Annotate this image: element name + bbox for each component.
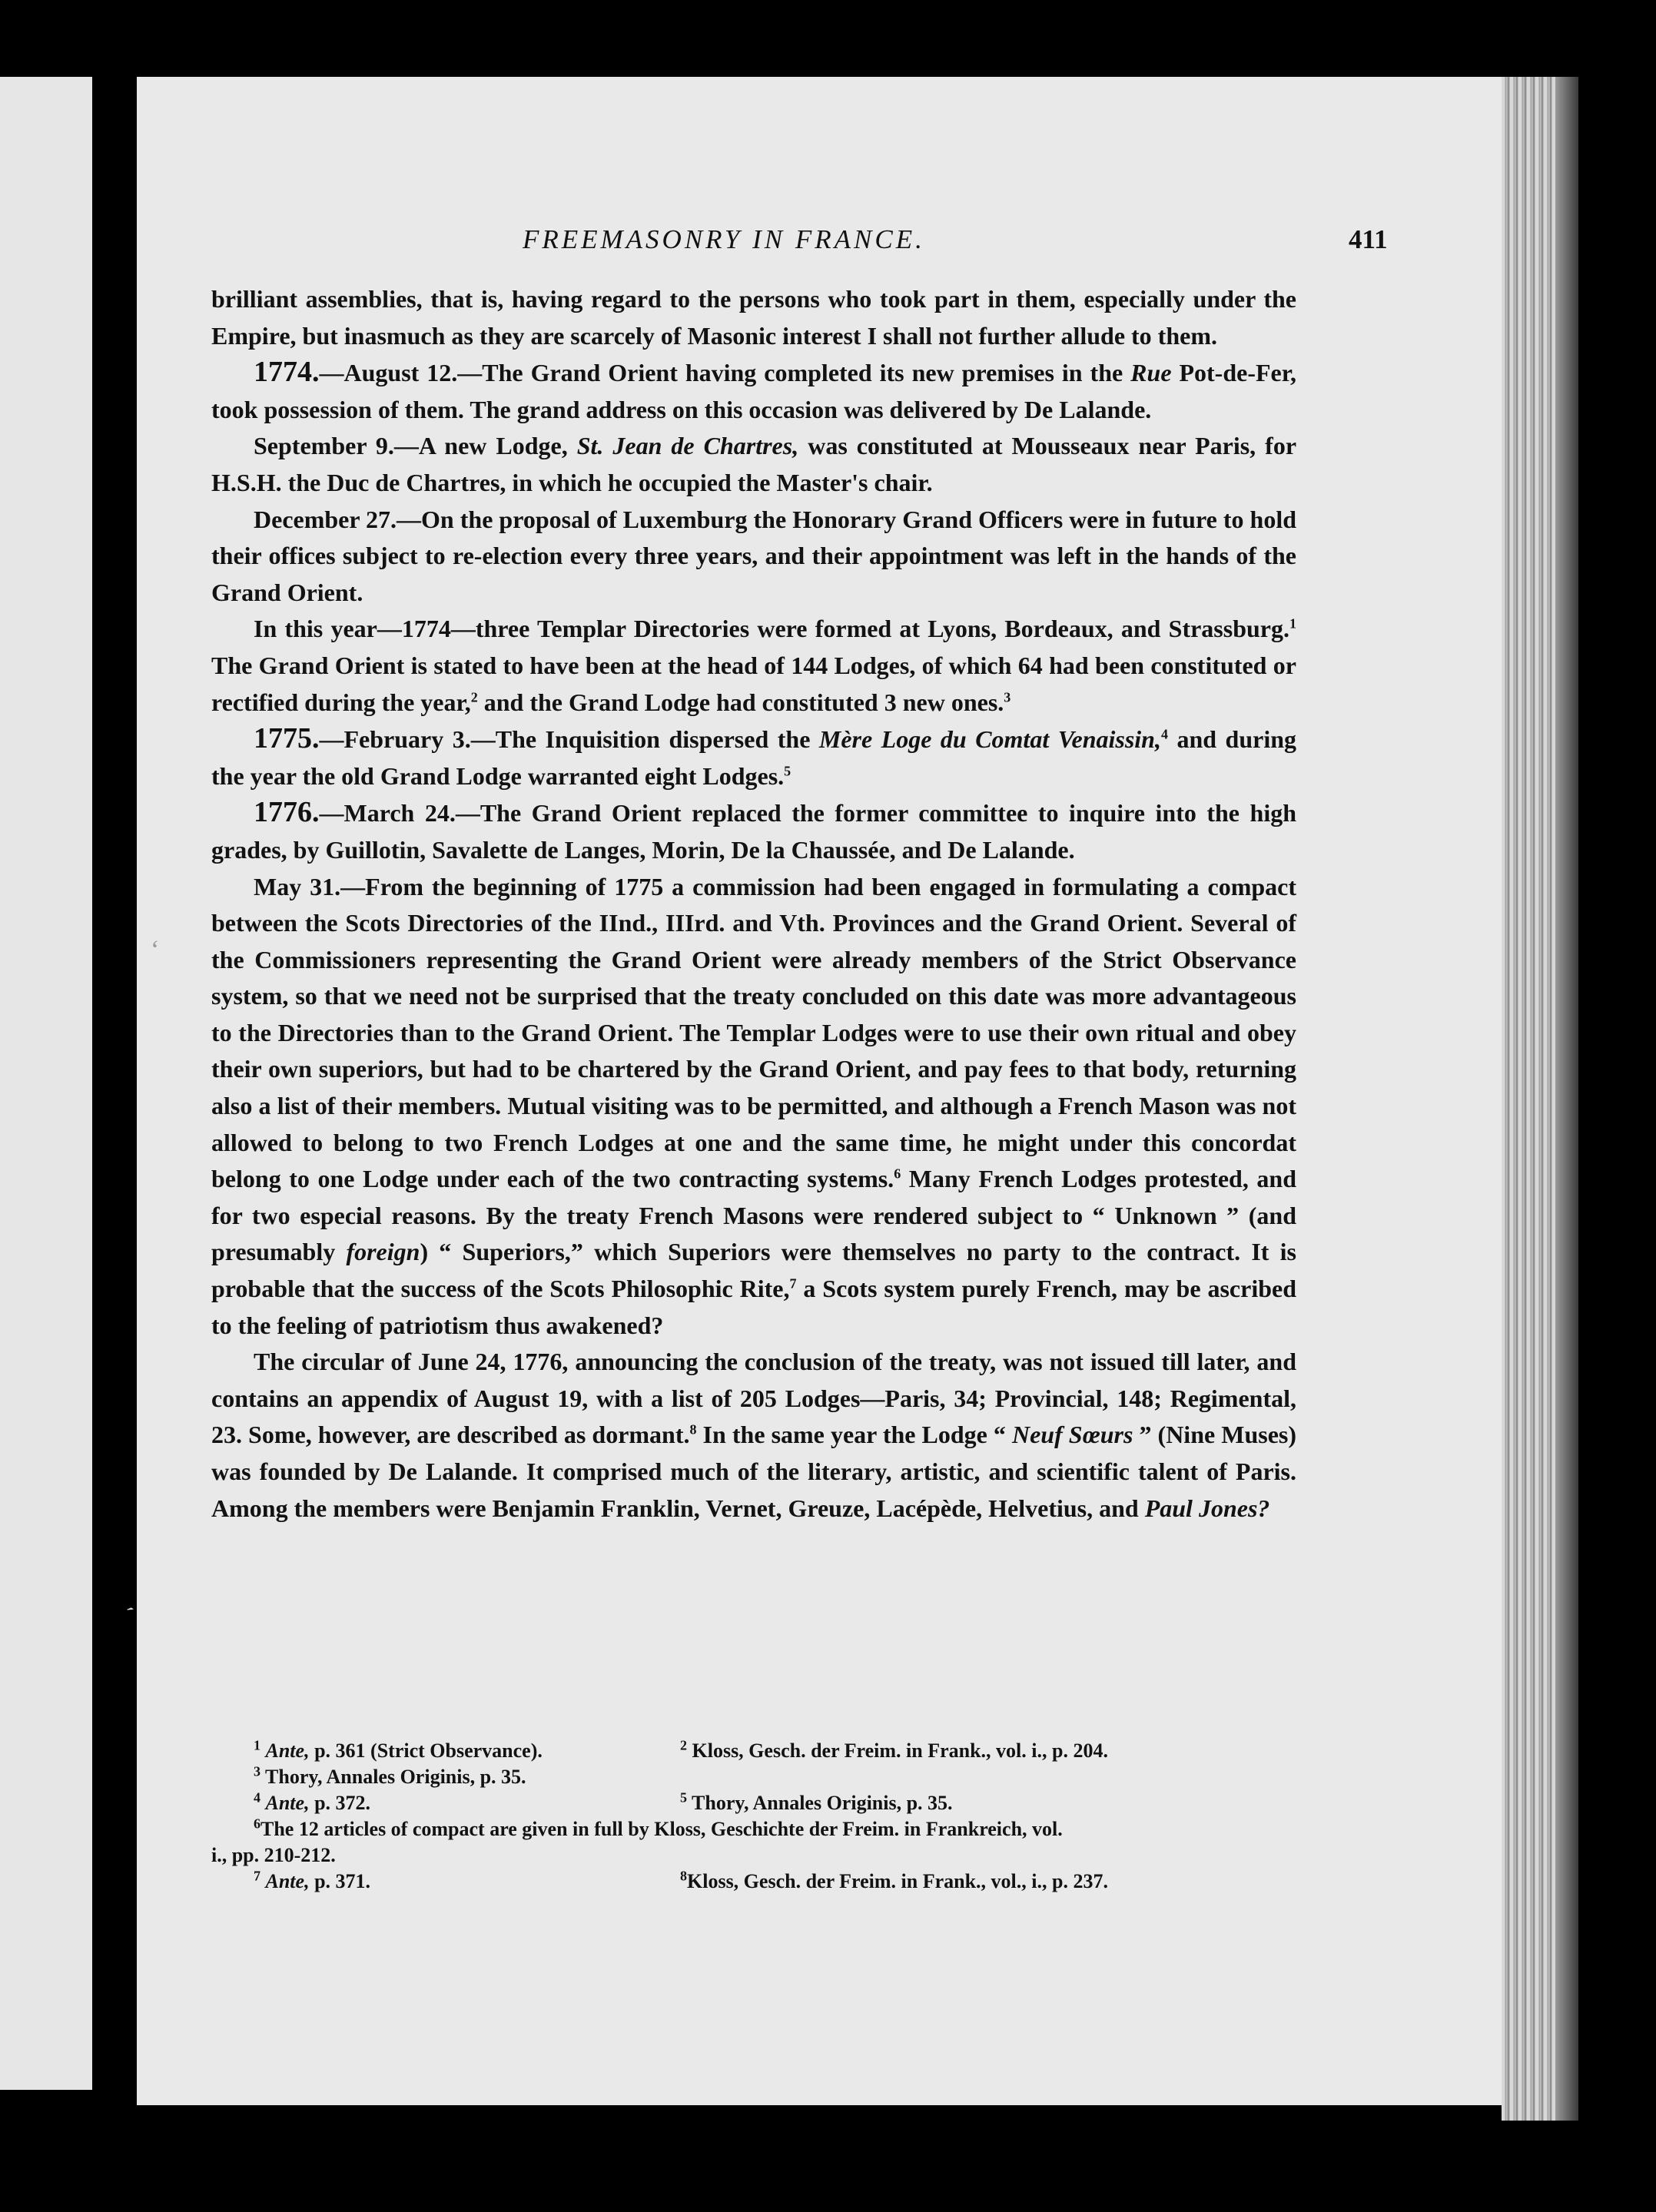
footnote-row bbox=[211, 1842, 1296, 1869]
footnote-2: $^2$ Kloss, Gesch. der Freim. in Frank., vol. i., p. 204. bbox=[680, 1737, 1108, 1762]
running-header bbox=[0, 224, 1656, 263]
running-title: FREEMASONRY IN FRANCE. bbox=[523, 224, 925, 254]
footnote-row bbox=[211, 1869, 1296, 1895]
text-run: In this year—1774—three Templar Directories were formed at Lyons, Bordeaux, and Strassburg. bbox=[254, 615, 1289, 643]
italic-text: Neuf Sœurs bbox=[1011, 1421, 1133, 1449]
text-run: Pot-de-Fer, took possession of them. The grand address on this occasion was delivered by De Lalande. bbox=[211, 359, 1297, 423]
footnote-ref: 7 bbox=[789, 1275, 797, 1292]
page-number: 411 bbox=[1349, 224, 1388, 254]
paragraph bbox=[211, 611, 1296, 721]
footnote-3: $^3$ Thory, Annales Originis, p. 35. bbox=[254, 1763, 526, 1788]
footnote-6: $^6$The 12 articles of compact are given in full by Kloss, Geschichte der Freim. in Frankreich, vol. bbox=[254, 1816, 1063, 1840]
page-stack-shadow bbox=[1555, 77, 1578, 2121]
body-text bbox=[211, 281, 1296, 1527]
margin-mark: ‘ bbox=[151, 936, 160, 964]
year-heading: 1775. bbox=[254, 722, 320, 755]
footnote-8: $^8$Kloss, Gesch. der Freim. in Frank., vol., i., p. 237. bbox=[680, 1868, 1108, 1892]
text-run: The Grand Orient is stated to have been at the head of 144 Lodges, of which 64 had been constituted or rectified during the year, bbox=[211, 651, 1296, 716]
text-run: May 31.—From the beginning of 1775 a commission had been engaged in formulating a compact between the Scots Directories of the IInd., IIIrd. and Vth. Provinces and the Grand Orient. Several of the Commissioners representing the Grand Orient were already members of the Strict Observance system, so that we need not be surprised that the treaty concluded on this date was more advantageous to the Directories than to the Grand Orient. The Templar Lodges were to use their own ritual and obey their own superiors, but had to be chartered by the Grand Orient, and pay fees to that body, returning also a list of their members. Mutual visiting was to be permitted, and although a French Mason was not allowed to belong to two French Lodges at one and the same time, he might under this concordat belong to one Lodge under each of the two contracting systems. bbox=[211, 872, 1296, 1193]
footnote-5: $^5$ Thory, Annales Originis, p. 35. bbox=[680, 1789, 953, 1814]
paragraph bbox=[211, 354, 1296, 428]
footnote-row bbox=[211, 1790, 1296, 1816]
text-run: In the same year the Lodge “ bbox=[696, 1421, 1012, 1449]
text-run: December 27.—On the proposal of Luxemburg the Honorary Grand Officers were in future to hold their offices subject to re-election every three years, and their appointment was left in the hands of the Grand Orient. bbox=[211, 505, 1296, 606]
text-run: brilliant assemblies, that is, having regard to the persons who took part in them, especially under the Empire, but inasmuch as they are scarcely of Masonic interest I shall not further allude to them. bbox=[211, 285, 1296, 350]
text-run: —February 3.—The Inquisition dispersed the bbox=[319, 725, 819, 754]
footnote-row bbox=[211, 1764, 1296, 1790]
text-run: —August 12.—The Grand Orient having completed its new premises in the bbox=[319, 359, 1131, 387]
footnote-ref: 3 bbox=[1004, 688, 1011, 705]
footnote-ref: 6 bbox=[894, 1166, 901, 1182]
footnote-1: $^1$ Ante, p. 361 (Strict Observance). bbox=[254, 1737, 543, 1762]
text-run: ) “ Superiors,” which Superiors were themselves no party to the contract. It is probable that the success of the Scots Philosophic Rite, bbox=[211, 1238, 1297, 1303]
text-run: and during the year the old Grand Lodge warranted eight Lodges. bbox=[211, 725, 1297, 790]
facing-page-edge bbox=[0, 77, 92, 2090]
footnote-ref: 4 bbox=[1160, 726, 1168, 742]
footnote-7: $^7$ Ante, p. 371. bbox=[254, 1868, 371, 1892]
margin-mark: ´ bbox=[114, 1601, 138, 1631]
footnote-ref: 1 bbox=[1289, 615, 1296, 632]
year-heading: 1776. bbox=[254, 796, 320, 829]
year-heading: 1774. bbox=[254, 356, 320, 389]
text-run: Many French Lodges protested, and for two especial reasons. By the treaty French Masons were rendered subject to “ Unknown ” (and presumably bbox=[211, 1165, 1297, 1266]
italic-text: St. Jean de Chartres, bbox=[576, 432, 799, 460]
footnote-4: $^4$ Ante, p. 372. bbox=[254, 1789, 371, 1814]
footnote-6-continuation: i., pp. 210-212. bbox=[211, 1844, 336, 1866]
paragraph bbox=[211, 721, 1296, 794]
paragraph bbox=[211, 428, 1296, 501]
text-run: a Scots system purely French, may be ascribed to the feeling of patriotism thus awakened? bbox=[211, 1275, 1296, 1339]
footnote-ref: 8 bbox=[689, 1421, 697, 1438]
text-run: —March 24.—The Grand Orient replaced the former committee to inquire into the high grades, by Guillotin, Savalette de Langes, Morin, De la Chaussée, and De Lalande. bbox=[211, 799, 1296, 864]
paragraph bbox=[211, 502, 1296, 612]
footnote-row bbox=[211, 1738, 1296, 1764]
footnote-row bbox=[211, 1816, 1296, 1842]
text-run: was constituted at Mousseaux near Paris, for H.S.H. the Duc de Chartres, in which he occupied the Master's chair. bbox=[211, 432, 1297, 496]
text-run: September 9.—A new Lodge, bbox=[254, 432, 577, 460]
paragraph bbox=[211, 869, 1296, 1345]
paragraph bbox=[211, 794, 1296, 868]
paragraph bbox=[211, 1344, 1296, 1527]
text-run: The circular of June 24, 1776, announcing the conclusion of the treaty, was not issued till later, and contains an appendix of August 19, with a list of 205 Lodges—Paris, 34; Provincial, 148; Regimental, 23. Some, however, are described as dormant. bbox=[211, 1348, 1296, 1449]
italic-text: Paul Jones? bbox=[1144, 1494, 1270, 1522]
footnotes bbox=[211, 1738, 1296, 1895]
text-run: and the Grand Lodge had constituted 3 new ones. bbox=[477, 688, 1004, 716]
paragraph bbox=[211, 281, 1296, 354]
page-stack-edge bbox=[1502, 77, 1555, 2121]
italic-text: Mère Loge du Comtat Venaissin, bbox=[818, 725, 1161, 754]
italic-text: foreign bbox=[346, 1238, 420, 1266]
italic-text: Rue bbox=[1130, 359, 1172, 387]
footnote-ref: 2 bbox=[470, 688, 478, 705]
text-run: ” (Nine Muses) was founded by De Lalande. It comprised much of the literary, artistic, and scientific talent of Paris. Among the members were Benjamin Franklin, Vernet, Greuze, Lacépède, Helvetius, and bbox=[211, 1421, 1297, 1522]
footnote-ref: 5 bbox=[784, 763, 791, 779]
